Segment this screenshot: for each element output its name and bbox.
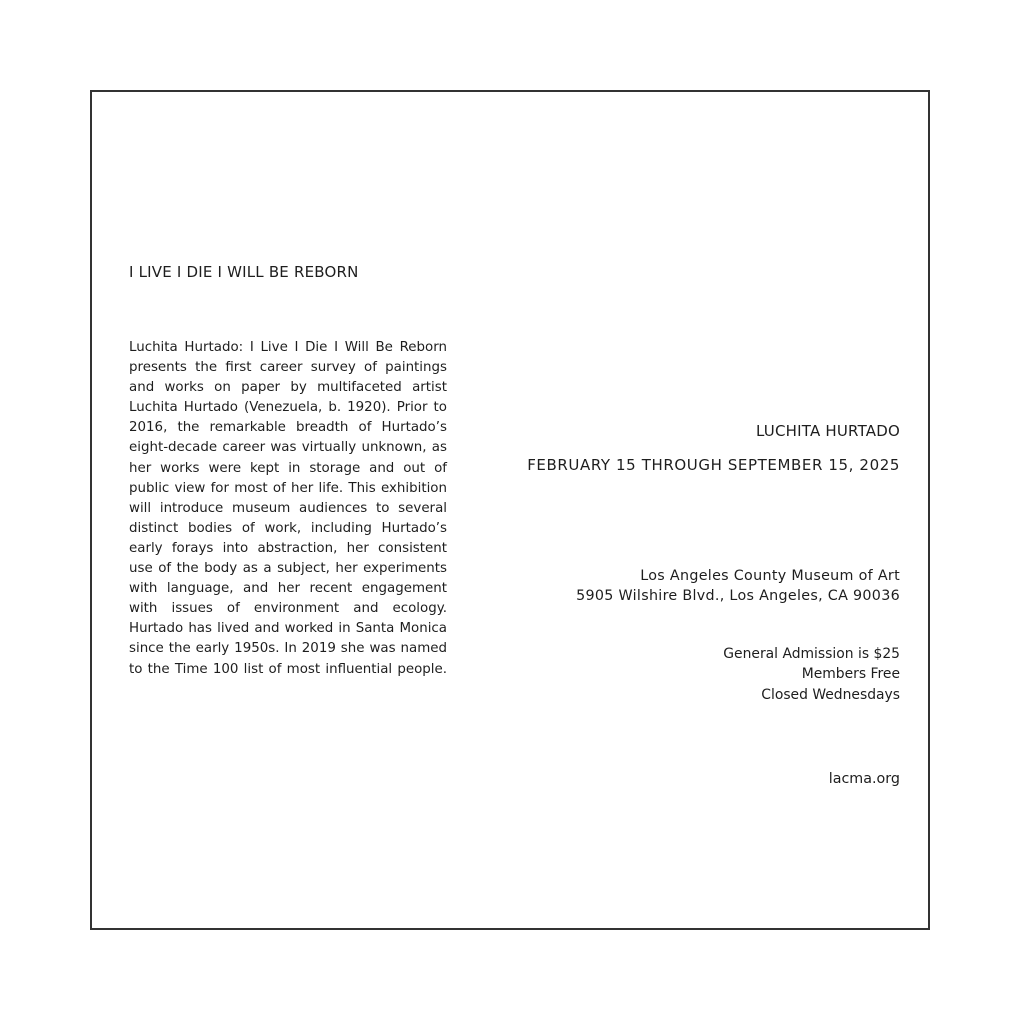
website-link[interactable]: lacma.org bbox=[828, 771, 900, 787]
exhibition-title: I LIVE I DIE I WILL BE REBORN bbox=[129, 263, 359, 281]
museum-address: 5905 Wilshire Blvd., Los Angeles, CA 90036 bbox=[576, 588, 900, 605]
artist-name: LUCHITA HURTADO bbox=[756, 422, 900, 440]
museum-name: Los Angeles County Museum of Art bbox=[640, 568, 900, 584]
members-admission: Members Free bbox=[801, 666, 900, 683]
admission-info bbox=[723, 644, 900, 705]
exhibition-description: Luchita Hurtado: I Live I Die I Will Be Reborn presents the first career survey of paintings and works on paper by multifaceted artist Luchita Hurtado (Venezuela, b. 1920). Prior to 2016, the remarkable breadth of Hurtado’s eight-decade career was virtually unknown, as her works were kept in storage and out of public view for most of her life. This exhibition will introduce museum audiences to several distinct bodies of work, including Hurtado’s early forays into abstraction, her consistent use of the body as a subject, her experiments with language, and her recent engagement with issues of environment and ecology. Hurtado has lived and worked in Santa Monica since the early 1950s. In 2019 she was named to the Time 100 list of most influential people. bbox=[129, 340, 447, 677]
exhibition-dates: FEBRUARY 15 THROUGH SEPTEMBER 15, 2025 bbox=[527, 456, 900, 474]
museum-info bbox=[576, 566, 900, 607]
closed-days: Closed Wednesdays bbox=[761, 686, 900, 703]
general-admission: General Admission is $25 bbox=[723, 646, 900, 662]
